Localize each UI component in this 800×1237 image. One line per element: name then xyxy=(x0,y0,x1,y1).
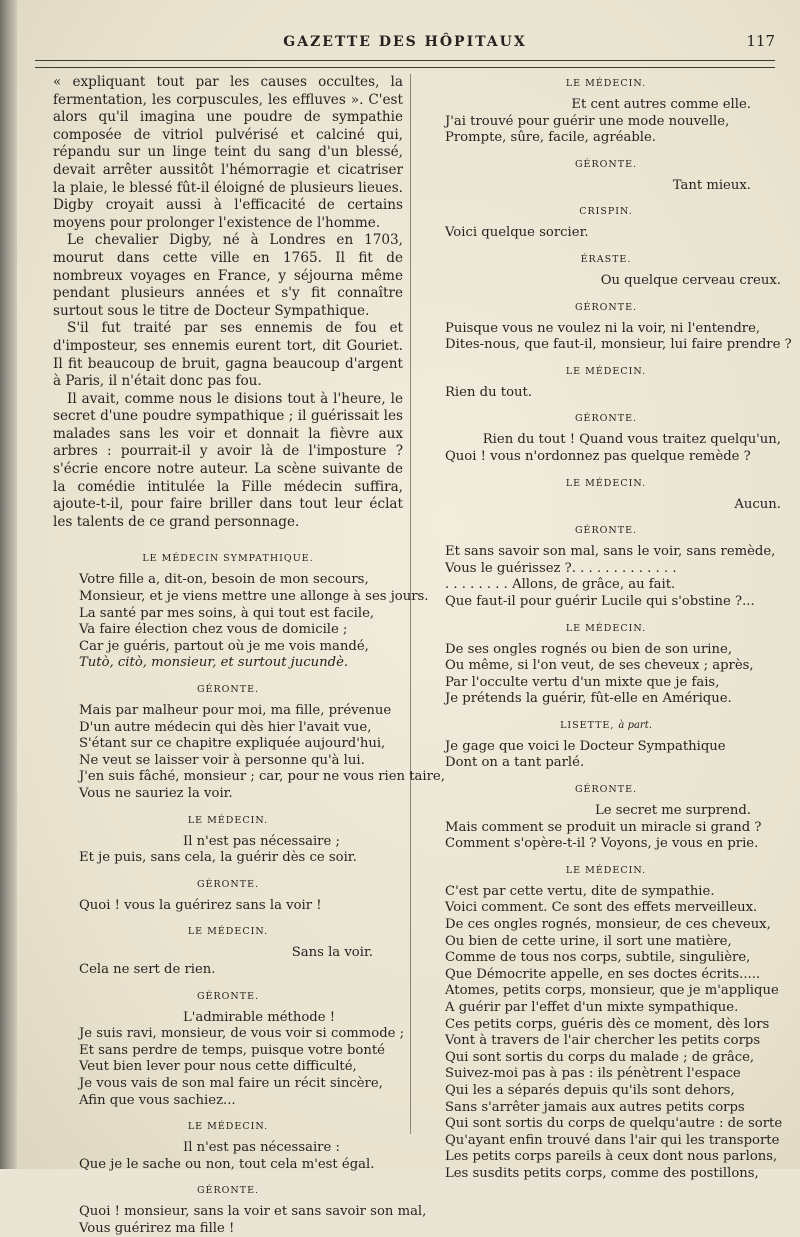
verse-line: . . . . . . . . Allons, de grâce, au fait. xyxy=(445,577,676,593)
verse-line: Par l'occulte vertu d'un mixte que je fais, xyxy=(445,674,720,690)
speech-block xyxy=(431,254,781,290)
speaker-name: LE MÉDECIN. xyxy=(565,365,647,377)
verse-line: L'admirable méthode ! xyxy=(183,1009,336,1025)
speaker-name-text: LISETTE, xyxy=(560,719,615,731)
speech-block xyxy=(53,553,429,672)
verse-line: Vous guérirez ma fille ! xyxy=(79,1220,235,1236)
speaker-name: LE MÉDECIN SYMPATHIQUE. xyxy=(142,553,314,565)
header-rule-double xyxy=(35,67,775,68)
verse-line: Vous ne sauriez la voir. xyxy=(79,785,233,801)
verse-line: Quoi ! vous n'ordonnez pas quelque remède ? xyxy=(445,448,751,464)
verse-line: Qui les a séparés depuis qu'ils sont dehors, xyxy=(445,1082,735,1098)
speaker-name: GÉRONTE. xyxy=(574,158,638,170)
speech-block xyxy=(431,206,781,242)
article-prose xyxy=(53,74,403,531)
speech-block xyxy=(431,525,781,610)
verse-line: Je suis ravi, monsieur, de vous voir si commode ; xyxy=(79,1026,405,1042)
speech-block xyxy=(431,78,781,147)
verse-line: Et cent autres comme elle. xyxy=(571,97,751,112)
speaker-name: GÉRONTE. xyxy=(574,784,638,796)
speech-block xyxy=(53,684,445,803)
verse-line: Puisque vous ne voulez ni la voir, ni l'entendre, xyxy=(445,320,761,336)
verse-line: J'en suis fâché, monsieur ; car, pour ne vous rien taire, xyxy=(79,769,445,785)
verse-line: Veut bien lever pour nous cette difficulté, xyxy=(79,1059,357,1075)
verse-line: Monsieur, et je viens mettre une allonge à ses jours. xyxy=(79,589,429,605)
verse-line: Qui sont sortis du corps de quelqu'autre : de sorte xyxy=(445,1116,783,1132)
speaker-name: LE MÉDECIN. xyxy=(565,477,647,489)
book-binding-edge xyxy=(0,0,17,1169)
speaker-name xyxy=(431,720,781,731)
speaker-name: LE MÉDECIN. xyxy=(187,814,269,826)
verse-line: Atomes, petits corps, monsieur, que je m'applique xyxy=(445,983,779,999)
verse-line: Mais par malheur pour moi, ma fille, prévenue xyxy=(79,703,392,718)
verse-line: Tant mieux. xyxy=(672,177,751,193)
speaker-name: GÉRONTE. xyxy=(196,1185,260,1197)
verse-line: Ou bien de cette urine, il sort une matière, xyxy=(445,933,732,949)
verse-line: Tutò, citò, monsieur, et surtout jucundè. xyxy=(79,655,349,671)
verse-line: Vous le guérissez ?. . . . . . . . . . . . . xyxy=(445,560,677,576)
verse-line: Votre fille a, dit-on, besoin de mon secours, xyxy=(79,572,369,588)
verse-line: Ou même, si l'on veut, de ses cheveux ; après, xyxy=(445,658,754,674)
verse-line: Je vous vais de son mal faire un récit sincère, xyxy=(79,1075,383,1091)
verse-line: Afin que vous sachiez... xyxy=(79,1092,236,1108)
speaker-name: GÉRONTE. xyxy=(574,525,638,537)
verse-line: Quoi ! vous la guérirez sans la voir ! xyxy=(79,897,322,913)
verse-line: Je prétends la guérir, fût-elle en Amérique. xyxy=(445,691,732,707)
verse-line: Rien du tout ! Quand vous traitez quelqu'un, xyxy=(482,432,781,448)
verse-line: Que faut-il pour guérir Lucile qui s'obstine ?... xyxy=(445,593,755,609)
prose-paragraph: S'il fut traité par ses ennemis de fou et d'imposteur, ses ennemis eurent tort, dit Gouriet. Il fit beaucoup de bruit, gagna beaucoup d'argent à Paris, il n'était donc pas fou. xyxy=(53,320,403,390)
verse-line: Quoi ! monsieur, sans la voir et sans savoir son mal, xyxy=(79,1204,427,1220)
verse-line: Aucun. xyxy=(734,496,781,512)
verse-line: Vont à travers de l'air chercher les petits corps xyxy=(445,1033,761,1049)
verse-line: De ces ongles rognés, monsieur, de ces cheveux, xyxy=(445,917,771,933)
verse-line: Rien du tout. xyxy=(445,384,532,400)
verse-line: Suivez-moi pas à pas : ils pénètrent l'espace xyxy=(445,1066,741,1082)
verse-line: Et sans savoir son mal, sans le voir, sans remède, xyxy=(445,544,776,560)
verse-line: De ses ongles rognés ou bien de son urine, xyxy=(445,641,733,657)
play-excerpt-left xyxy=(53,553,445,1237)
stage-direction: à part. xyxy=(618,719,652,731)
verse-line: Que je le sache ou non, tout cela m'est égal. xyxy=(79,1156,375,1172)
speaker-name: GÉRONTE. xyxy=(574,413,638,425)
page-number: 117 xyxy=(746,32,775,50)
verse-line: La santé par mes soins, à qui tout est facile, xyxy=(79,605,375,621)
verse-line: Voici comment. Ce sont des effets merveilleux. xyxy=(445,900,758,916)
speech-block xyxy=(431,720,781,772)
speech-block xyxy=(53,926,403,978)
speech-block xyxy=(431,301,792,354)
verse-line: Ces petits corps, guéris dès ce moment, dès lors xyxy=(445,1016,770,1032)
verse-line: Car je guéris, partout où je me vois mandé, xyxy=(79,638,369,654)
verse-line: Dont on a tant parlé. xyxy=(445,755,585,771)
prose-paragraph: « expliquant tout par les causes occultes, la fermentation, les corpuscules, les effluves ». C'est alors qu'il imagina une poudre de sympathie composée de vitriol pulvérisé et calciné qui, répandu sur un linge teint du sang d'un blessé, devait arrêter aussitôt l'hémorragie et cicatriser la plaie, le blessé fût-il éloigné de plusieurs lieues. Digby croyait aussi à l'efficacité de certains moyens pour prolonger l'existence de l'homme. xyxy=(53,74,403,231)
speaker-name: LE MÉDECIN. xyxy=(565,622,647,634)
verse-line: Et je puis, sans cela, la guérir dès ce soir. xyxy=(79,850,357,866)
speech-block xyxy=(431,159,781,195)
verse-line: Ne veut se laisser voir à personne qu'à lui. xyxy=(79,752,365,768)
speech-block xyxy=(431,478,781,514)
verse-line: Dites-nous, que faut-il, monsieur, lui faire prendre ? xyxy=(445,337,792,353)
verse-line: Mais comment se produit un miracle si grand ? xyxy=(445,819,762,835)
newspaper-page xyxy=(17,0,800,1236)
verse-line: Les petits corps pareils à ceux dont nous parlons, xyxy=(445,1149,778,1165)
page-header xyxy=(35,34,775,56)
speech-block xyxy=(431,366,781,402)
speaker-name: LE MÉDECIN. xyxy=(565,864,647,876)
verse-line: Sans la voir. xyxy=(291,945,373,961)
verse-line: Il n'est pas nécessaire ; xyxy=(183,833,340,849)
verse-line: Je gage que voici le Docteur Sympathique xyxy=(445,738,726,754)
verse-line: Comment s'opère-t-il ? Voyons, je vous en prie. xyxy=(445,836,759,852)
prose-paragraph: Il avait, comme nous le disions tout à l'heure, le secret d'une poudre sympathique ; il guérissait les malades sans les voir et donnait la fièvre aux arbres : pourrait-il y avoir là de l'imposture ? s'écrie encore notre auteur. La scène suivante de la comédie intitulée la Fille médecin suffira, ajoute-t-il, pour faire briller dans tout leur éclat les talents de ce grand personnage. xyxy=(53,390,403,530)
verse-line: Cela ne sert de rien. xyxy=(79,961,216,977)
verse-line: D'un autre médecin qui dès hier l'avait vue, xyxy=(79,719,372,735)
verse-line: Qu'ayant enfin trouvé dans l'air qui les transporte xyxy=(445,1132,780,1148)
verse-line: Il n'est pas nécessaire : xyxy=(183,1140,340,1156)
speech-block xyxy=(431,865,781,1183)
verse-line: Sans s'arrêter jamais aux autres petits corps xyxy=(445,1099,745,1115)
running-title: GAZETTE DES HÔPITAUX xyxy=(283,34,527,50)
verse-line: Qui sont sortis du corps du malade ; de grâce, xyxy=(445,1049,755,1065)
speech-block xyxy=(53,879,403,915)
header-rule xyxy=(35,60,775,61)
speaker-name: GÉRONTE. xyxy=(196,990,260,1002)
speaker-name: LE MÉDECIN. xyxy=(565,78,647,89)
verse-line: Va faire élection chez vous de domicile ; xyxy=(79,622,348,638)
speaker-name: LE MÉDECIN. xyxy=(187,1121,269,1133)
speaker-name: ÉRASTE. xyxy=(580,253,632,265)
speaker-name: GÉRONTE. xyxy=(574,301,638,313)
prose-paragraph: Le chevalier Digby, né à Londres en 1703, mourut dans cette ville en 1765. Il fit de nombreux voyages en France, y séjourna même pendant plusieurs années et s'y fit connaître surtout sous le titre de Docteur Sympathique. xyxy=(53,232,403,319)
speech-block xyxy=(431,413,781,465)
speech-block xyxy=(53,815,403,867)
verse-line: Ou quelque cerveau creux. xyxy=(600,272,781,288)
verse-line: Prompte, sûre, facile, agréable. xyxy=(445,130,656,146)
verse-line: Voici quelque sorcier. xyxy=(445,225,589,241)
speaker-name: CRISPIN. xyxy=(579,206,633,218)
verse-line: Le secret me surprend. xyxy=(594,803,751,819)
verse-line: A guérir par l'effet d'un mixte sympathique. xyxy=(445,1000,739,1015)
speaker-name: GÉRONTE. xyxy=(196,684,260,695)
speech-block xyxy=(53,1121,403,1173)
verse-line: Et sans perdre de temps, puisque votre bonté xyxy=(79,1042,385,1058)
verse-line: J'ai trouvé pour guérir une mode nouvelle, xyxy=(445,113,730,129)
left-column xyxy=(53,74,445,1237)
speaker-name: LE MÉDECIN. xyxy=(187,926,269,938)
speaker-name: GÉRONTE. xyxy=(196,878,260,890)
right-column xyxy=(431,74,792,1183)
verse-line: Que Démocrite appelle, en ses doctes écrits..... xyxy=(445,966,761,982)
verse-line: Comme de tous nos corps, subtile, singulière, xyxy=(445,950,751,966)
verse-line: Les susdits petits corps, comme des postillons, xyxy=(445,1165,759,1181)
speech-block xyxy=(431,784,781,853)
verse-line: C'est par cette vertu, dite de sympathie. xyxy=(445,883,715,899)
speech-block xyxy=(53,1185,427,1237)
verse-line: S'étant sur ce chapitre expliquée aujourd'hui, xyxy=(79,736,386,752)
speech-block xyxy=(431,623,781,708)
speech-block xyxy=(53,991,403,1110)
